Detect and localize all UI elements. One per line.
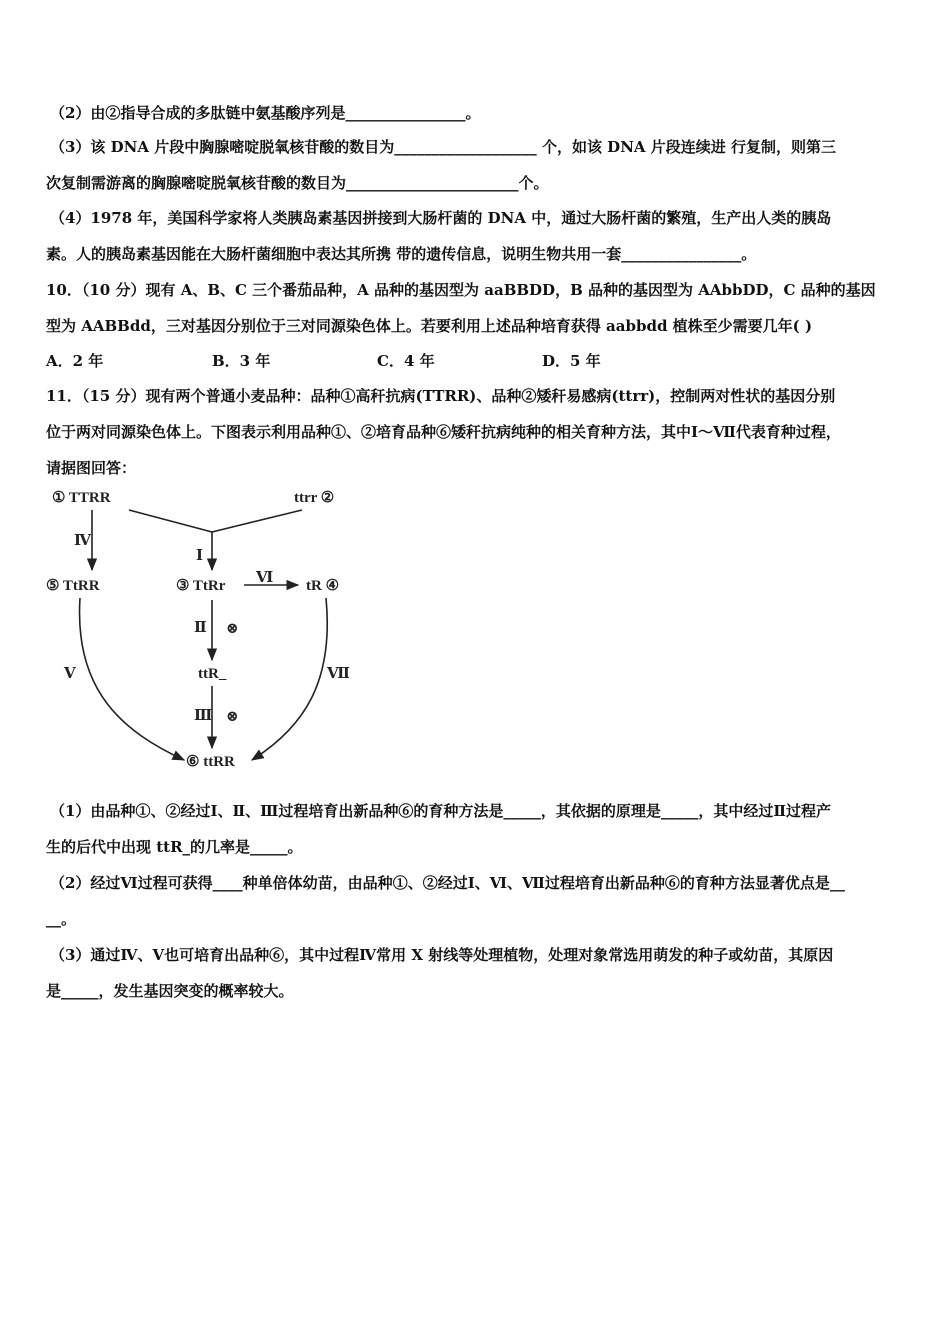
- q11-part3-line1: （3）通过Ⅳ、Ⅴ也可培育出品种⑥，其中过程Ⅳ常用 X 射线等处理植物，处理对象常选用萌发的种子或幼苗，其原因: [50, 946, 834, 964]
- q10-option-d: D．5 年: [542, 352, 601, 370]
- node-3: ③ TtRr: [176, 578, 226, 594]
- node-5: ⑤ TtRR: [46, 578, 100, 594]
- q11-stem-line3: 请据图回答：: [46, 459, 137, 477]
- selfing-symbol-3: ⊗: [226, 709, 239, 725]
- process-label-7: Ⅶ: [327, 666, 350, 682]
- cross-line-left: [129, 510, 212, 532]
- node-4: tR ④: [306, 578, 340, 594]
- process-label-5: Ⅴ: [64, 666, 76, 682]
- q10-stem-line1: 10．（10 分）现有 A、B、C 三个番茄品种，A 品种的基因型为 aaBBDD，B 品种的基因型为 AAbbDD，C 品种的基因: [46, 281, 876, 299]
- process-label-3: Ⅲ: [194, 708, 213, 724]
- q10-option-a: A．2 年: [46, 352, 104, 370]
- q11-part2-line2: __。: [46, 910, 77, 928]
- q9-part4-line2: 素。人的胰岛素基因能在大肠杆菌细胞中表达其所携 带的遗传信息，说明生物共用一套________________。: [46, 245, 757, 263]
- q10-option-c: C．4 年: [377, 352, 435, 370]
- q9-part3-line2: 次复制需游离的胸腺嘧啶脱氧核苷酸的数目为_______________________个。: [46, 174, 549, 192]
- process-label-2: Ⅱ: [194, 620, 207, 636]
- arrow-process-5: [80, 598, 184, 760]
- q11-part1-line1: （1）由品种①、②经过Ⅰ、Ⅱ、Ⅲ过程培育出新品种⑥的育种方法是_____，其依据的原理是_____，其中经过Ⅱ过程产: [50, 802, 832, 820]
- q11-part1-line2: 生的后代中出现 ttR_的几率是_____。: [46, 838, 303, 856]
- q10-option-b: B．3 年: [212, 352, 271, 370]
- process-label-1: Ⅰ: [196, 548, 204, 564]
- node-1-ttrr-parent: ① TTRR: [52, 490, 111, 506]
- q11-part2-line1: （2）经过Ⅵ过程可获得____种单倍体幼苗，由品种①、②经过Ⅰ、Ⅵ、Ⅶ过程培育出新品种⑥的育种方法显著优点是__: [50, 874, 845, 892]
- breeding-diagram: [44, 482, 364, 782]
- q9-part4-line1: （4）1978 年，美国科学家将人类胰岛素基因拼接到大肠杆菌的 DNA 中，通过大肠杆菌的繁殖，生产出人类的胰岛: [50, 209, 832, 227]
- q9-part2: （2）由②指导合成的多肽链中氨基酸序列是________________。: [50, 104, 481, 122]
- q11-stem-line1: 11．（15 分）现有两个普通小麦品种：品种①高秆抗病(TTRR)、品种②矮秆易感病(ttrr)，控制两对性状的基因分别: [46, 387, 836, 405]
- process-label-4: Ⅳ: [74, 533, 92, 549]
- node-ttr: ttR_: [198, 666, 227, 682]
- breeding-diagram-svg: [44, 482, 364, 782]
- q11-stem-line2: 位于两对同源染色体上。下图表示利用品种①、②培育品种⑥矮秆抗病纯种的相关育种方法，其中Ⅰ～Ⅶ代表育种过程，: [46, 423, 841, 441]
- q10-stem-line2: 型为 AABBdd，三对基因分别位于三对同源染色体上。若要利用上述品种培育获得 aabbdd 植株至少需要几年( ): [46, 317, 813, 335]
- process-label-6: Ⅵ: [256, 570, 274, 586]
- node-6: ⑥ ttRR: [186, 754, 235, 770]
- q9-part3-line1: （3）该 DNA 片段中胸腺嘧啶脱氧核苷酸的数目为___________________ 个，如该 DNA 片段连续进 行复制，则第三: [50, 138, 836, 156]
- selfing-symbol-2: ⊗: [226, 621, 239, 637]
- arrow-process-7: [252, 598, 327, 760]
- node-2-ttrr-parent: ttrr ②: [294, 490, 335, 506]
- q11-part3-line2: 是_____，发生基因突变的概率较大。: [46, 982, 294, 1000]
- cross-line-right: [212, 510, 302, 532]
